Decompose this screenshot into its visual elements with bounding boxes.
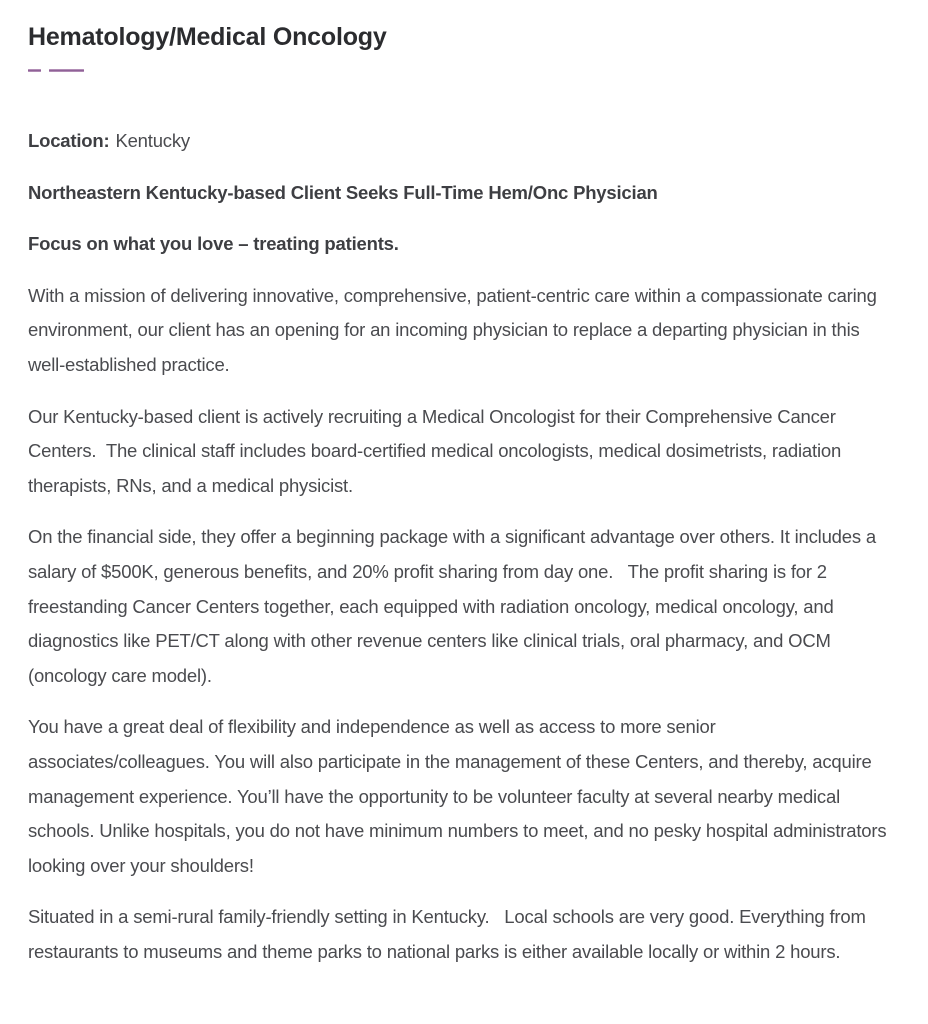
divider-dash: [28, 69, 41, 72]
divider-bar: [49, 69, 84, 72]
location-label: Location:: [28, 130, 110, 151]
job-paragraph-financial: On the financial side, they offer a beginning package with a significant advantage over others. It includes a salary of $500K, generous benefits, and 20% profit sharing from day one. The profit sharing is for 2 freestanding Cancer Centers together, each equipped with radiation oncology, medical oncology, and diagnostics like PET/CT along with other revenue centers like clinical trials, oral pharmacy, and OCM (oncology care model).: [28, 526, 881, 686]
job-paragraph-flexibility: You have a great deal of flexibility and independence as well as access to more senior associates/colleagues. You will also participate in the management of these Centers, and thereby, acquire management experience. You’ll have the opportunity to be volunteer faculty at several nearby medical schools. Unlike hospitals, you do not have minimum numbers to meet, and no pesky hospital administrators looking over your shoulders!: [28, 716, 892, 876]
location-value: Kentucky: [115, 130, 190, 151]
title-divider: [28, 69, 898, 72]
job-description: [28, 124, 894, 969]
job-headline: Northeastern Kentucky-based Client Seeks Full-Time Hem/Onc Physician: [28, 181, 658, 203]
job-tagline: Focus on what you love – treating patients.: [28, 233, 399, 255]
location-line: [28, 124, 894, 159]
job-paragraph-location-lifestyle: Situated in a semi-rural family-friendly setting in Kentucky. Local schools are very good. Everything from restaurants to museums and theme parks to national parks is either available locally or within 2 hours.: [28, 906, 871, 962]
job-paragraph-mission: With a mission of delivering innovative, comprehensive, patient-centric care within a compassionate caring environment, our client has an opening for an incoming physician to replace a departing physician in this well-established practice.: [28, 284, 882, 375]
page-title: Hematology/Medical Oncology: [28, 23, 387, 51]
job-paragraph-recruiting: Our Kentucky-based client is actively recruiting a Medical Oncologist for their Comprehensive Cancer Centers. The clinical staff includes board-certified medical oncologists, medical dosimetrists, radiation therapists, RNs, and a medical physicist.: [28, 405, 847, 496]
